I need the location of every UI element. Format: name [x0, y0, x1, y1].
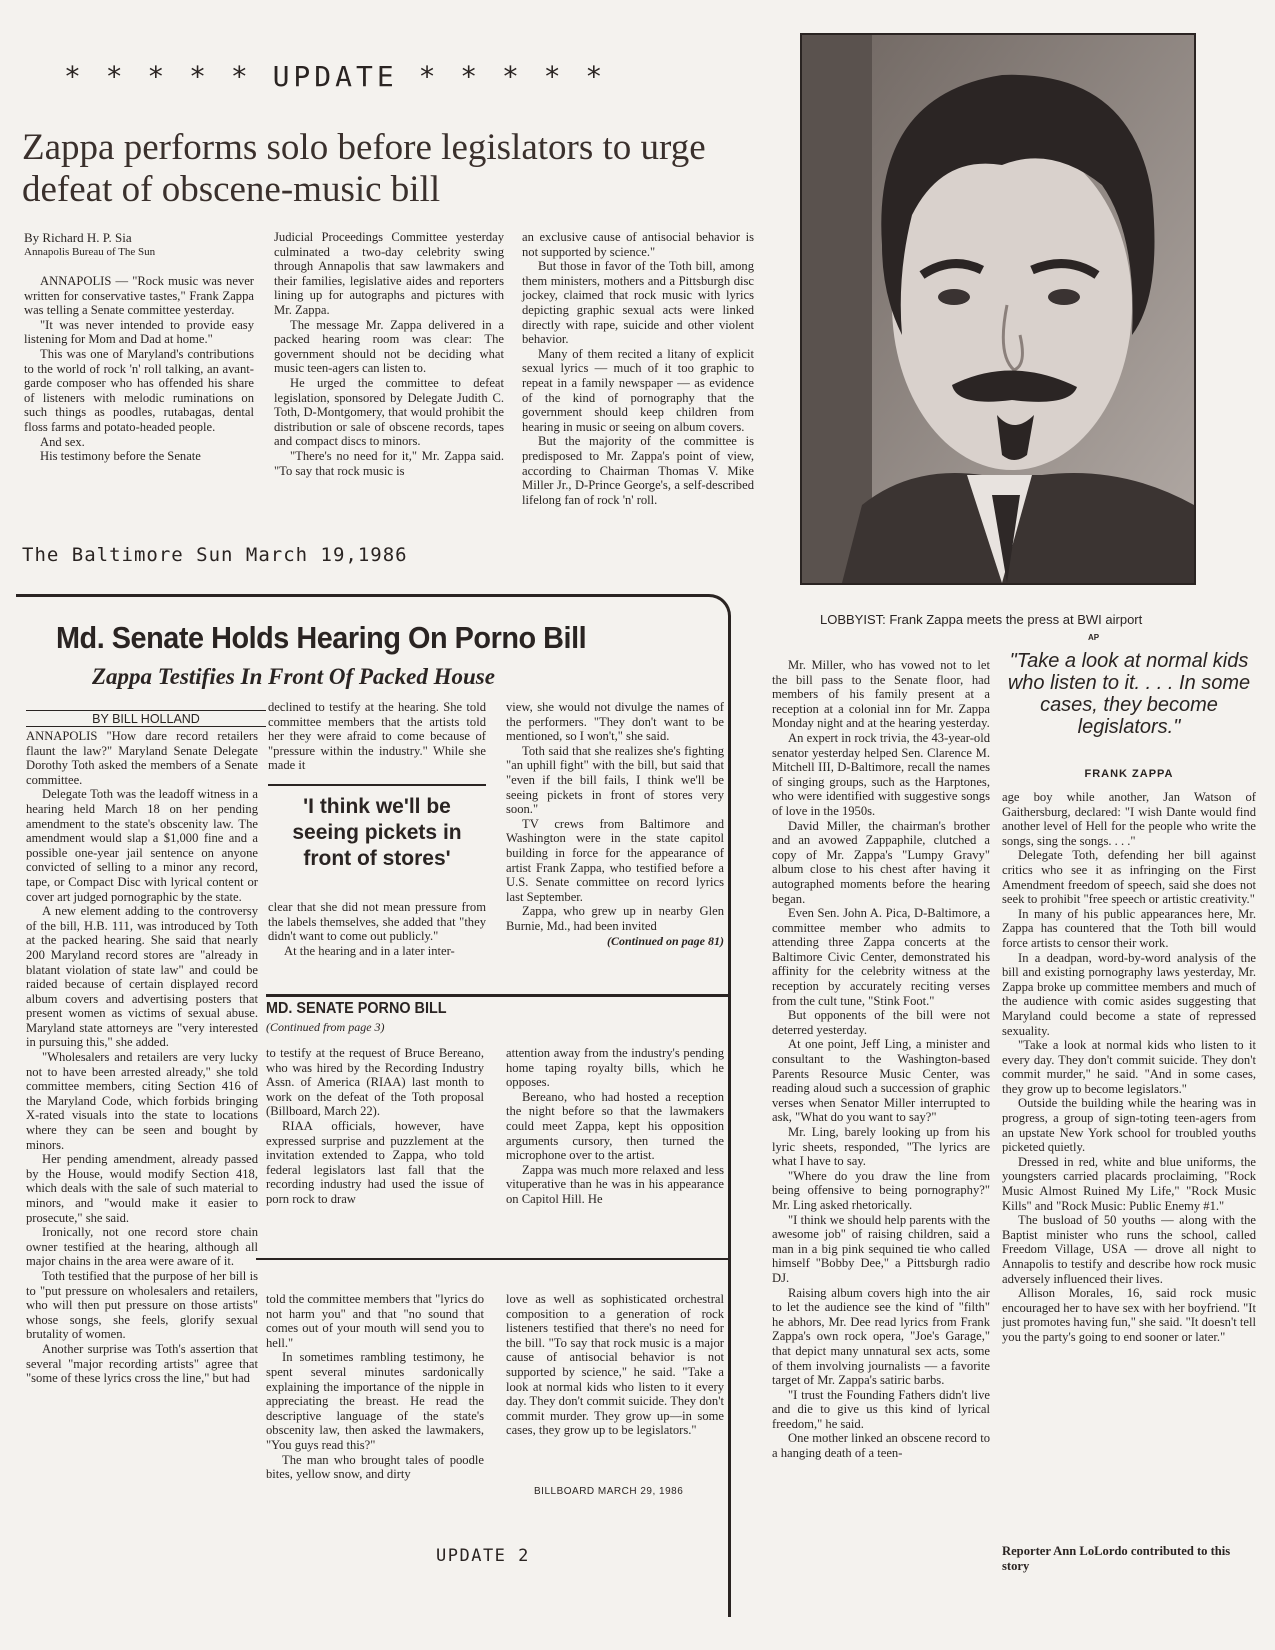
paragraph: Dressed in red, white and blue uniforms, the youngsters carried placards proclaiming, "Rock Music Almost Ruined My Life," "Rock Music Kills" and "Rock Music: Public Enemy #1." [1002, 1154, 1256, 1213]
paragraph: Zappa was much more relaxed and less vituperative than he was in his appearance on Capitol Hill. He [506, 1162, 724, 1206]
sun-column-1 [24, 274, 254, 464]
sun-byline-name: By Richard H. P. Sia [24, 230, 132, 245]
billboard-headline: Md. Senate Holds Hearing On Porno Bill [56, 620, 587, 655]
contributor-note: Reporter Ann LoLordo contributed to this story [1002, 1544, 1231, 1573]
paragraph: ANNAPOLIS — "Rock music was never written for conservative tastes," Frank Zappa was telling a Senate committee yesterday. [24, 274, 254, 318]
paragraph: "Wholesalers and retailers are very lucky not to have been arrested already," she told committee members, citing Section 416 of the Maryland Code, which forbids bringing X-rated visuals into the state to locations where they can be seen and bought by minors. [26, 1050, 258, 1152]
billboard-column-2-bottom [268, 900, 486, 958]
paragraph: "It was never intended to provide easy listening for Mom and Dad at home." [24, 317, 254, 347]
jump-headline: MD. SENATE PORNO BILL [266, 1000, 447, 1017]
paragraph: David Miller, the chairman's brother and an avowed Zappaphile, clutched a copy of Mr. Zappa's "Lumpy Gravy" album close to his chest after having it autographed moments before the hearing began. [772, 818, 990, 906]
billboard-source-line: BILLBOARD MARCH 29, 1986 [534, 1486, 684, 1497]
paragraph: "There's no need for it," Mr. Zappa said. "To say that rock music is [274, 448, 504, 478]
paragraph: Judicial Proceedings Committee yesterday culminated a two-day celebrity swing through Annapolis that saw lawmakers and their families, legislative aides and reporters lining up for autographs and pictures with Mr. Zappa. [274, 230, 504, 317]
paragraph: In a deadpan, word-by-word analysis of the bill and existing pornography laws yesterday, Mr. Zappa broke up committee members and much of the audience with comic asides suggesting that Maryland could become a state of repressed sexuality. [1002, 950, 1256, 1038]
paragraph: And sex. [40, 434, 85, 449]
paragraph: "Where do you draw the line from being offensive to being pornography?" Mr. Ling asked rhetorically. [772, 1168, 990, 1212]
paragraph: declined to testify at the hearing. She told committee members that the artists told her they were afraid to come because of "pressure within the industry." While she made it [268, 700, 486, 773]
paragraph: told the committee members that "lyrics do not harm you" and that "no sound that comes out of your mouth will send you to hell." [266, 1292, 484, 1350]
jump-column-2 [506, 1046, 724, 1207]
billboard-column-2-top [268, 700, 486, 773]
portrait-illustration [802, 35, 1194, 583]
paragraph: "Take a look at normal kids who listen to it every day. They don't commit suicide. They don't commit murder," he said. "And in some cases, they grow up to become legislators." [1002, 1038, 1256, 1096]
sun-continuation-column-1 [772, 658, 990, 1461]
paragraph: Mr. Ling, barely looking up from his lyric sheets, responded, "The lyrics are what I have to say. [772, 1125, 990, 1169]
paragraph: ANNAPOLIS "How dare record retailers flaunt the law?" Maryland Senate Delegate Dorothy Toth asked the members of a Senate committee. [26, 729, 258, 787]
billboard-column-3 [506, 700, 724, 948]
billboard-deck: Zappa Testifies In Front Of Packed House [92, 664, 495, 689]
paragraph: At one point, Jeff Ling, a minister and consultant to the Washington-based Parents Resource Music Center, was reading aloud such a succession of graphic verses when Senator Miller interrupted to ask, "What do you want to say?" [772, 1037, 990, 1125]
pull-quote: 'I think we'll be seeing pickets in front of stores' [268, 784, 486, 872]
zappa-quote: "Take a look at normal kids who listen to it. . . . In some cases, they become legislators." [1007, 650, 1251, 738]
lower-column-1 [266, 1292, 484, 1482]
paragraph: Toth testified that the purpose of her bill is to "put pressure on wholesalers and retailers, who will then put pressure on those artists" whose songs, she feels, glorify sexual brutality of women. [26, 1268, 258, 1342]
paragraph: RIAA officials, however, have expressed surprise and puzzlement at the invitation extended to Zappa, who told federal legislators last fall that the recording industry had used the issue of porn rock to draw [266, 1118, 484, 1206]
paragraph: Another surprise was Toth's assertion that several "major recording artists" agree that "some of these lyrics cross the line," but had [26, 1341, 258, 1386]
update-footer: UPDATE 2 [436, 1546, 530, 1566]
jump-subhead: (Continued from page 3) [266, 1020, 385, 1034]
sun-byline-affiliation: Annapolis Bureau of The Sun [24, 246, 156, 258]
paragraph: to testify at the request of Bruce Bereano, who was hired by the Recording Industry Assn. of America (RIAA) last month to work on the defeat of the Toth proposal (Billboard, March 22). [266, 1046, 484, 1119]
paragraph: A new element adding to the controversy of the bill, H.B. 111, was introduced by Toth at the packed hearing. She said that nearly 200 Maryland record stores are "already in blatant violation of state law" and could be raided because of certain displayed record album covers and advertising posters that present women as victims of sexual abuse. Maryland state attorneys are "very interested in pursuing this," she added. [26, 904, 258, 1050]
jump-column-1 [266, 1046, 484, 1207]
lower-column-2 [506, 1292, 724, 1438]
section-rule [256, 1258, 730, 1260]
paragraph: His testimony before the Senate [40, 449, 201, 464]
sun-byline [24, 230, 155, 260]
paragraph: This was one of Maryland's contributions to the world of rock 'n' roll talking, an avant-garde composer who has offended his share of listeners with melodic ruminations on such things as poodles, rutabagas, dental floss farms and potato-headed people. [24, 346, 254, 434]
paragraph: Bereano, who had hosted a reception the night before so that the lawmakers could meet Zappa, kept his opposition arguments cursory, then turned the microphone over to the artist. [506, 1089, 724, 1163]
paragraph: Toth said that she realizes she's fighting "an uphill fight" with the bill, but said that "even if the bill fails, I think we'll be seeing pickets in front of stores very soon." [506, 743, 724, 817]
paragraph: The message Mr. Zappa delivered in a packed hearing room was clear: The government should not be deciding what music teen-agers can listen to. [274, 317, 504, 376]
photo-credit: AP [1088, 633, 1100, 642]
paragraph: At the hearing and in a later inter- [284, 943, 455, 958]
billboard-byline: BY BILL HOLLAND [26, 710, 266, 727]
paragraph: "I think we should help parents with the awesome job" of raising children, said a man in a big pink sequined tie who called himself "Bobby Dee," a Pittsburgh radio DJ. [772, 1212, 990, 1285]
paragraph: Ironically, not one record store chain owner testified at the hearing, although all major chains in the area were aware of it. [26, 1225, 258, 1269]
paragraph: Her pending amendment, already passed by the House, would modify Section 418, which deals with the sale of such material to minors, and "would make it easier to prosecute," she said. [26, 1152, 258, 1225]
sun-column-3 [522, 230, 754, 507]
paragraph: Allison Morales, 16, said rock music encouraged her to have sex with her boyfriend. "It just promotes having fun," she said. "It doesn't tell you the party's going to end sooner or later." [1002, 1286, 1256, 1344]
paragraph: clear that she did not mean pressure from the labels themselves, she added that "they didn't want to come out publicly." [268, 900, 486, 944]
update-header: * * * * * UPDATE * * * * * [64, 60, 607, 93]
paragraph: Outside the building while the hearing was in progress, a group of sign-toting teen-agers from an upstate New York school for troubled youths picketed quietly. [1002, 1096, 1256, 1155]
paragraph: The man who brought tales of poodle bites, yellow snow, and dirty [266, 1452, 484, 1482]
paragraph: Even Sen. John A. Pica, D-Baltimore, a committee member who admits to attending three Zappa concerts at the Baltimore Civic Center, demonstrated his affinity for the celebrity witness at the reception by accurately reciting verses from the cult tune, "Stink Foot." [772, 906, 990, 1008]
paragraph: In many of his public appearances here, Mr. Zappa has countered that the Toth bill would force artists to censor their work. [1002, 906, 1256, 950]
sun-source-line: The Baltimore Sun March 19,1986 [22, 544, 408, 566]
paragraph: An expert in rock trivia, the 43-year-old senator yesterday helped Sen. Clarence M. Mitchell III, D-Baltimore, recall the names of singing groups, such as the Harptones, who were identified with suggestive songs of love in the 1950s. [772, 730, 990, 818]
paragraph: Zappa, who grew up in nearby Glen Burnie, Md., had been invited [506, 904, 724, 933]
paragraph: view, she would not divulge the names of the performers. "They don't want to be mentioned, so I won't," she said. [506, 700, 724, 744]
continued-note: (Continued on page 81) [606, 933, 724, 948]
paragraph: an exclusive cause of antisocial behavior is not supported by science." [522, 230, 754, 259]
section-rule [266, 994, 730, 997]
paragraph: Delegate Toth, defending her bill against critics who see it as infringing on the First Amendment freedom of speech, said she does not seek to prohibit "free speech or artistic creativity." [1002, 848, 1256, 907]
paragraph: He urged the committee to defeat legislation, sponsored by Delegate Judith C. Toth, D-Montgomery, that would prohibit the distribution or sale of obscene records, tapes and compact discs to minors. [274, 375, 504, 449]
paragraph: "I trust the Founding Fathers didn't live and die to give us this kind of lyrical freedom," he said. [772, 1387, 990, 1431]
paragraph: But those in favor of the Toth bill, among them ministers, mothers and a Pittsburgh disc jockey, claimed that rock music with lyrics depicting graphic sexual acts were linked directly with rape, suicide and other violent behavior. [522, 259, 754, 347]
photo-caption: LOBBYIST: Frank Zappa meets the press at BWI airport [820, 612, 1143, 627]
sun-continuation-column-2 [1002, 790, 1256, 1345]
quote-attribution: FRANK ZAPPA [1084, 768, 1174, 780]
paragraph: love as well as sophisticated orchestral composition to a generation of rock listeners testified that there's no need for the bill. "To say that rock music is a major cause of antisocial behavior is not supported by science," he said. "Take a look at normal kids who listen to it every day. They don't commit suicide. They don't commit murder. They grow up—in some cases, they grow up to be legislators." [506, 1292, 724, 1438]
paragraph: But opponents of the bill were not deterred yesterday. [772, 1008, 990, 1037]
paragraph: One mother linked an obscene record to a hanging death of a teen- [772, 1431, 990, 1461]
paragraph: Many of them recited a litany of explicit sexual lyrics — much of it too graphic to repeat in a family newspaper — as evidence of the kind of pornography that the government should keep children from hearing in music or seeing on album covers. [522, 346, 754, 434]
paragraph: attention away from the industry's pending home taping royalty bills, which he opposes. [506, 1046, 724, 1090]
paragraph: The busload of 50 youths — along with the Baptist minister who runs the school, called Freedom Village, USA — drove all night to Annapolis to testify and describe how rock music adversely influenced their lives. [1002, 1213, 1256, 1286]
sun-column-2 [274, 230, 504, 478]
paragraph: TV crews from Baltimore and Washington were in the state capitol building in force for the appearance of artist Frank Zappa, who testified before a U.S. Senate committee on record lyrics last September. [506, 816, 724, 904]
paragraph: Delegate Toth was the leadoff witness in a hearing held March 18 on her pending amendment to the state's obscenity law. The amendment would slap a $1,000 fine and a possible one-year jail sentence on anyone convicted of selling to a minor any record, tape, or Compact Disc with lyrical content or cover art judged pornographic by the state. [26, 787, 258, 904]
paragraph: In sometimes rambling testimony, he spent several minutes sardonically explaining the importance of the nipple in appreciating the breast. He read the descriptive language of the state's obscenity law, then asked the lawmakers, "You guys read this?" [266, 1350, 484, 1452]
paragraph: But the majority of the committee is predisposed to Mr. Zappa's point of view, according to Chairman Thomas V. Mike Miller Jr., D-Prince George's, a self-described lifelong fan of rock 'n' roll. [522, 434, 754, 507]
paragraph: Raising album covers high into the air to let the audience see the kind of "filth" he abhors, Mr. Dee read lyrics from Frank Zappa's own rock opera, "Joe's Garage," that depict many unnatural sex acts, some of them involving journalists — a favorite target of Mr. Zappa's satiric barbs. [772, 1285, 990, 1388]
zappa-photo [800, 33, 1196, 585]
paragraph: age boy while another, Jan Watson of Gaithersburg, declared: "I wish Dante would find another level of Hell for the people who write the songs, sing the songs. . . ." [1002, 790, 1256, 848]
paragraph: Mr. Miller, who has vowed not to let the bill pass to the Senate floor, had members of his family present at a reception at a colonial inn for Mr. Zappa Monday night and at the hearing yesterday. [772, 658, 990, 731]
sun-headline: Zappa performs solo before legislators to urge defeat of obscene-music bill [22, 127, 706, 210]
billboard-column-1 [26, 729, 258, 1386]
